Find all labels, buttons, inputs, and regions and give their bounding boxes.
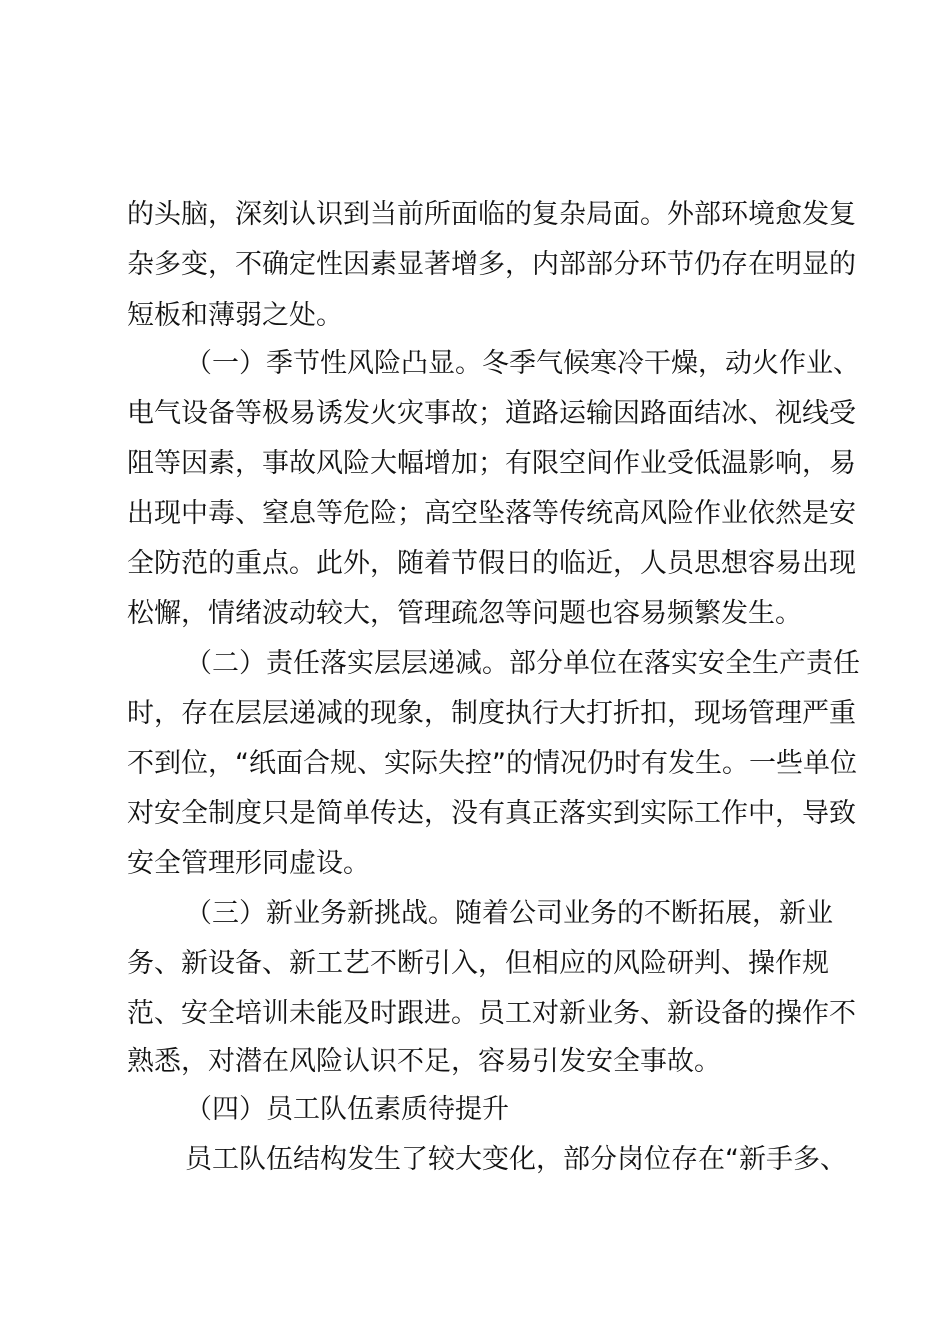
text-line: （二）责任落实层层递减。部分单位在落实安全生产责任 bbox=[185, 648, 860, 679]
text-line: 不到位，“纸面合规、实际失控”的情况仍时有发生。一些单位 bbox=[127, 748, 857, 779]
text-line: 全防范的重点。此外，随着节假日的临近，人员思想容易出现 bbox=[127, 548, 856, 579]
text-line: 时，存在层层递减的现象，制度执行大打折扣，现场管理严重 bbox=[127, 698, 856, 729]
text-line: 松懈，情绪波动较大，管理疏忽等问题也容易频繁发生。 bbox=[127, 598, 802, 629]
text-line: （四）员工队伍素质待提升 bbox=[185, 1094, 509, 1125]
text-line: （一）季节性风险凸显。冬季气候寒冷干燥，动火作业、 bbox=[185, 348, 860, 379]
text-line: 员工队伍结构发生了较大变化，部分岗位存在“新手多、 bbox=[185, 1144, 847, 1175]
text-line: 阻等因素，事故风险大幅增加；有限空间作业受低温影响，易 bbox=[127, 448, 856, 479]
text-line: 务、新设备、新工艺不断引入，但相应的风险研判、操作规 bbox=[127, 948, 829, 979]
text-line: 安全管理形同虚设。 bbox=[127, 848, 370, 879]
text-line: 电气设备等极易诱发火灾事故；道路运输因路面结冰、视线受 bbox=[127, 398, 856, 429]
text-line: 对安全制度只是简单传达，没有真正落实到实际工作中，导致 bbox=[127, 798, 856, 829]
text-line: 范、安全培训未能及时跟进。员工对新业务、新设备的操作不 bbox=[127, 998, 856, 1029]
text-line: 杂多变，不确定性因素显著增多，内部部分环节仍存在明显的 bbox=[127, 249, 856, 280]
text-line: 出现中毒、窒息等危险；高空坠落等传统高风险作业依然是安 bbox=[127, 498, 856, 529]
text-line: 短板和薄弱之处。 bbox=[127, 300, 343, 331]
text-line: （三）新业务新挑战。随着公司业务的不断拓展，新业 bbox=[185, 898, 833, 929]
text-line: 的头脑，深刻认识到当前所面临的复杂局面。外部环境愈发复 bbox=[127, 199, 856, 230]
text-line: 熟悉，对潜在风险认识不足，容易引发安全事故。 bbox=[127, 1046, 721, 1077]
